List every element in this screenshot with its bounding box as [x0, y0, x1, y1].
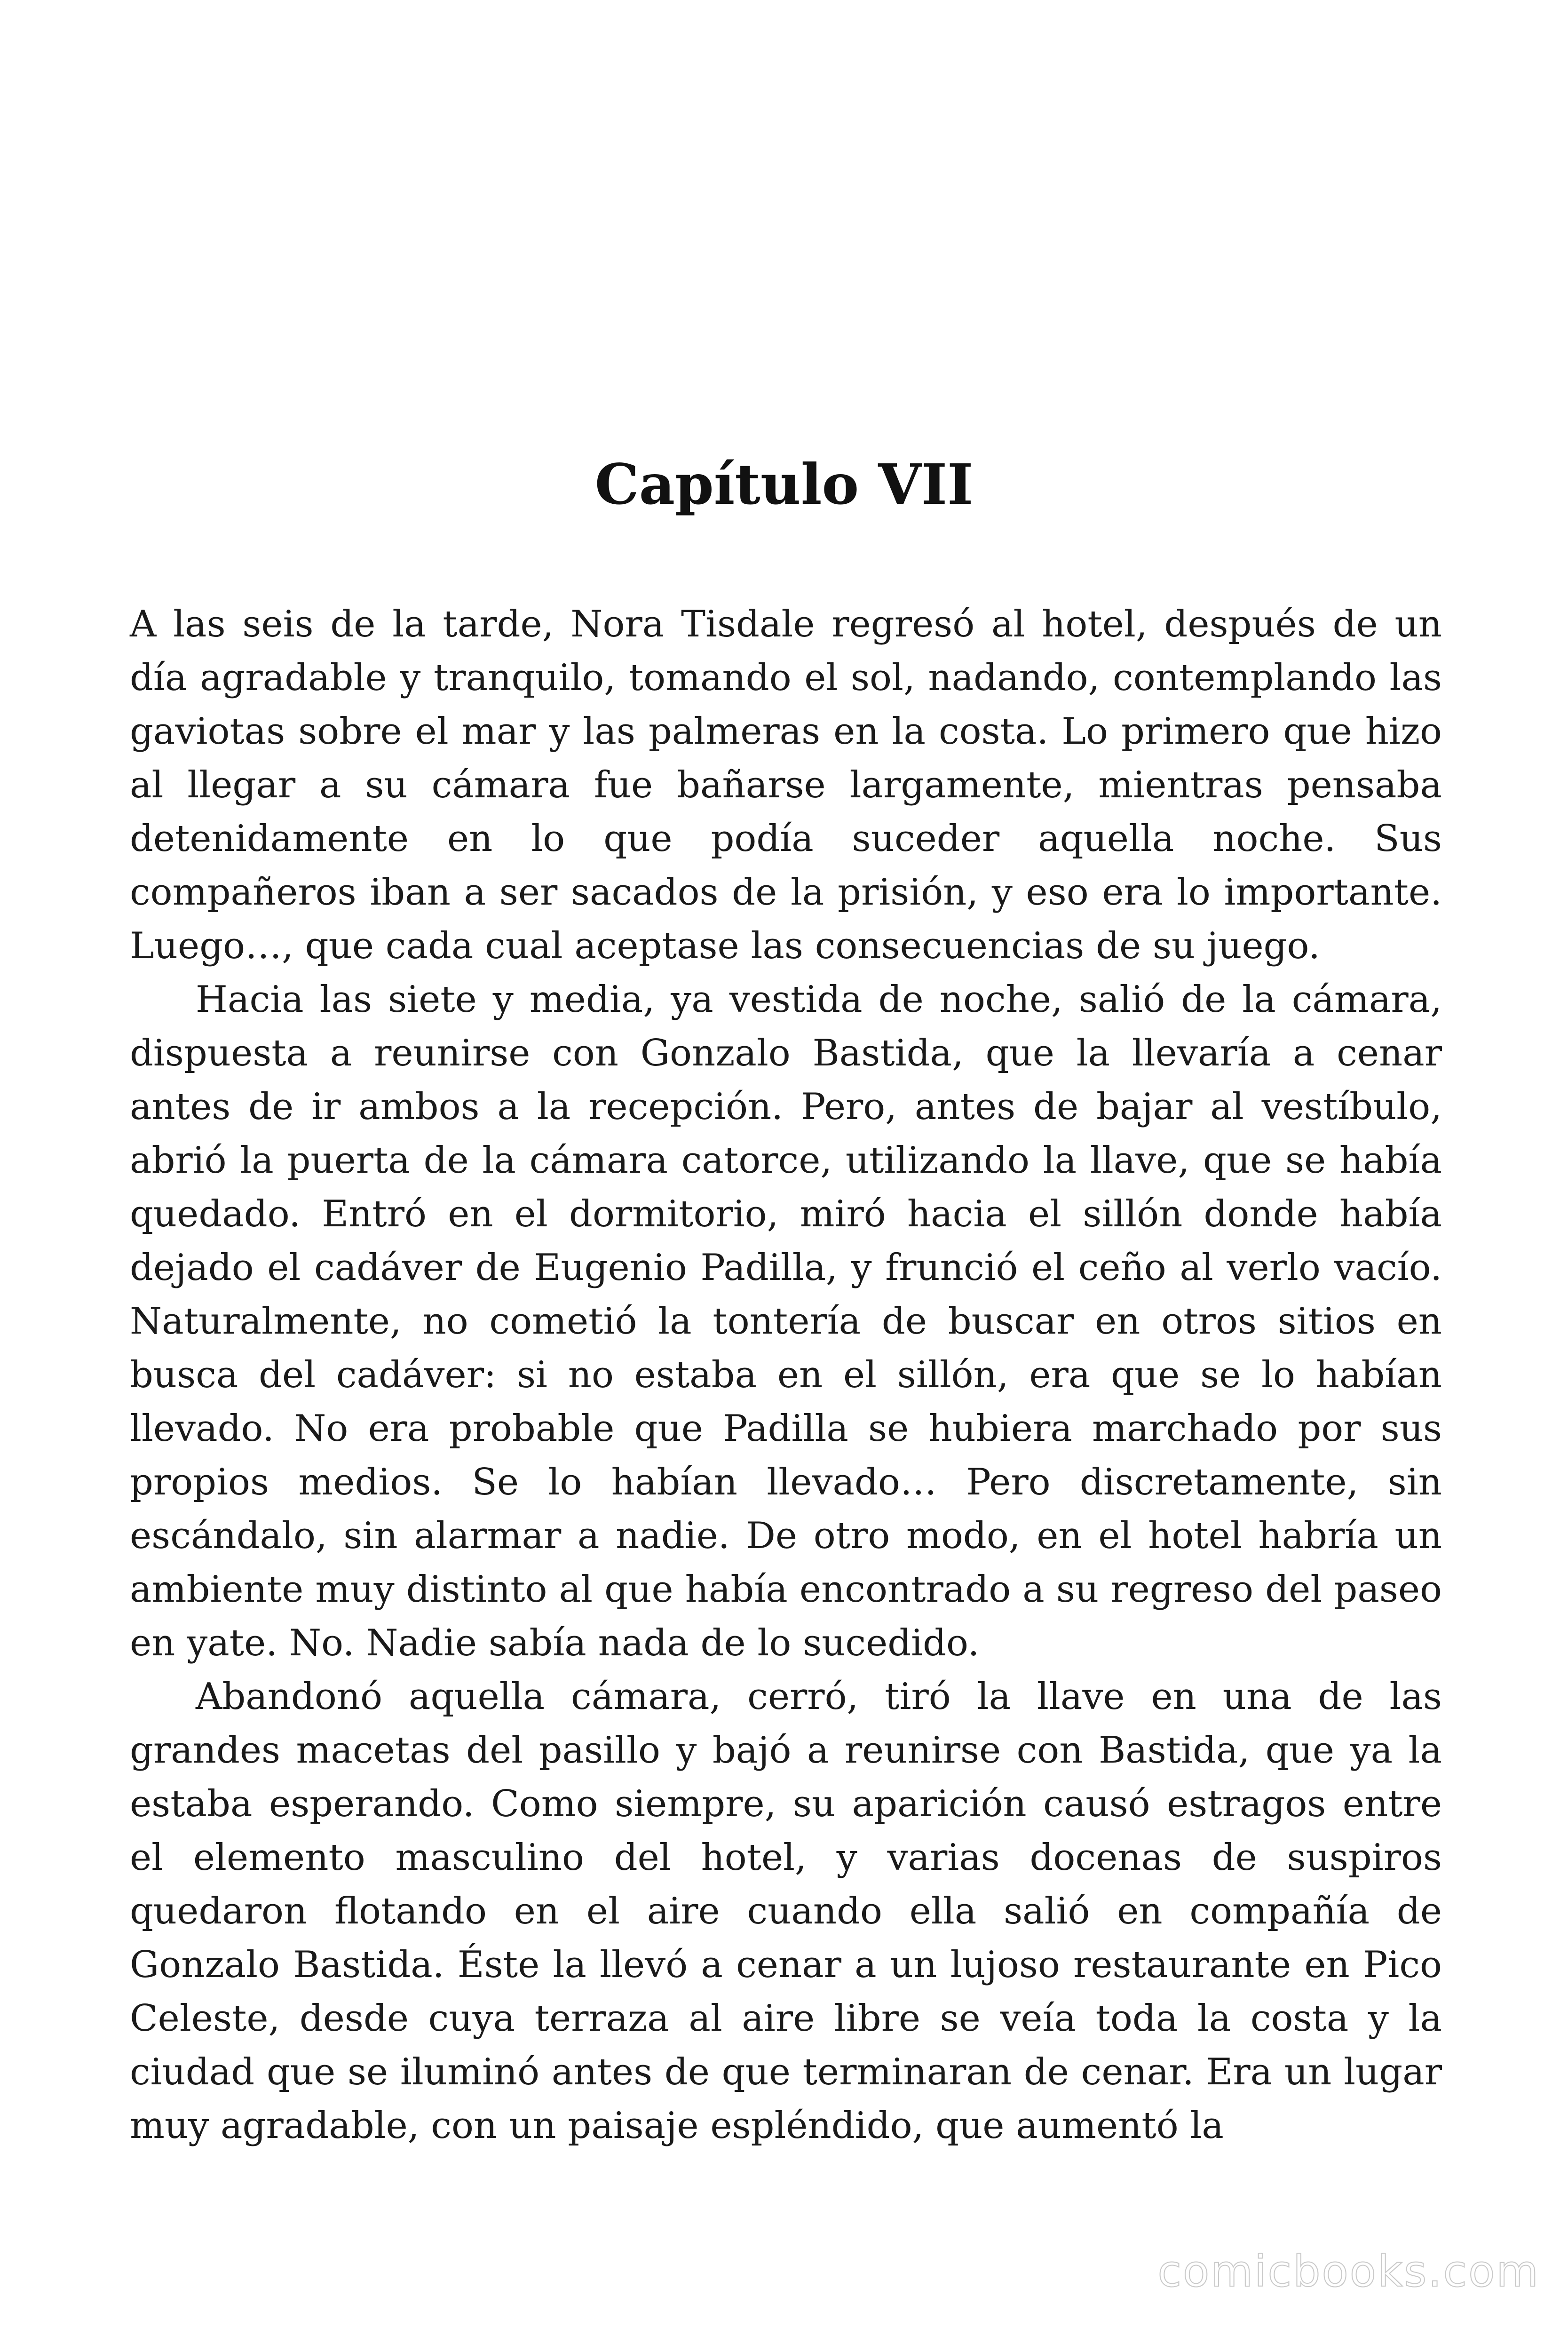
paragraph-2: Hacia las siete y media, ya vestida de noche, salió de la cámara, dispuesta a reunirse con Gonzalo Bastida, que la llevaría a cenar antes de ir ambos a la recepción. Pero, antes de bajar al vestíbulo, abrió la puerta de la cámara catorce, utilizando la llave, que se había quedado. Entró en el dormitorio, miró hacia el sillón donde había dejado el cadáver de Eugenio Padilla, y frunció el ceño al verlo vacío. Naturalmente, no cometió la tontería de buscar en otros sitios en busca del cadáver: si no estaba en el sillón, era que se lo habían llevado. No era probable que Padilla se hubiera marchado por sus propios medios. Se lo habían llevado… Pero discretamente, sin escándalo, sin alarmar a nadie. De otro modo, en el hotel habría un ambiente muy distinto al que había encontrado a su regreso del paseo en yate. No. Nadie sabía nada de lo sucedido.: [130, 978, 1442, 1664]
watermark-text: comicbooks.com: [1157, 2246, 1540, 2296]
chapter-title: Capítulo VII: [594, 452, 974, 517]
chapter-body: [130, 597, 1442, 2153]
paragraph-1: A las seis de la tarde, Nora Tisdale regresó al hotel, después de un día agradable y tranquilo, tomando el sol, nadando, contemplando las gaviotas sobre el mar y las palmeras en la costa. Lo primero que hizo al llegar a su cámara fue bañarse largamente, mientras pensaba detenidamente en lo que podía suceder aquella noche. Sus compañeros iban a ser sacados de la prisión, y eso era lo importante. Luego…, que cada cual aceptase las consecuencias de su juego.: [130, 603, 1442, 967]
paragraph-3: Abandonó aquella cámara, cerró, tiró la llave en una de las grandes macetas del pasillo y bajó a reunirse con Bastida, que ya la estaba esperando. Como siempre, su aparición causó estragos entre el elemento masculino del hotel, y varias docenas de suspiros quedaron flotando en el aire cuando ella salió en compañía de Gonzalo Bastida. Éste la llevó a cenar a un lujoso restaurante en Pico Celeste, desde cuya terraza al aire libre se veía toda la costa y la ciudad que se iluminó antes de que terminaran de cenar. Era un lugar muy agradable, con un paisaje espléndido, que aumentó la: [130, 1676, 1442, 2147]
